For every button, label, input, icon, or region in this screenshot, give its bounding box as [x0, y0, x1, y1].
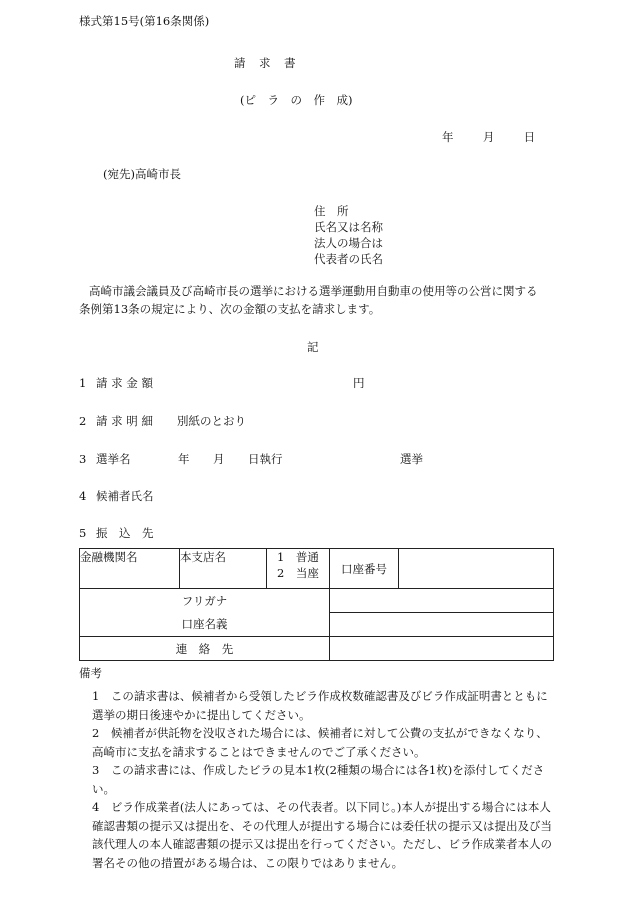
applicant-name-label: 氏名又は名称	[314, 220, 383, 234]
furigana-cell[interactable]	[330, 589, 554, 613]
amount-label: 請 求 金 額	[96, 376, 153, 390]
body-text-line-1: 高崎市議会議員及び高崎市長の選挙における選挙運動用自動車の使用等の公営に関する	[89, 284, 538, 298]
account-type-checking: 2 当座	[277, 566, 319, 580]
document-title: 請 求 書	[234, 56, 297, 70]
details-label: 請 求 明 細	[96, 414, 153, 428]
item-number: 4	[79, 489, 87, 503]
candidate-label: 候補者氏名	[96, 489, 154, 503]
note-item	[92, 761, 556, 798]
contact-label-cell	[80, 637, 330, 661]
date-year: 年	[442, 130, 454, 144]
contact-label: 連 絡 先	[175, 641, 234, 656]
item-number: 1	[79, 376, 87, 390]
note-1-text: 1 この請求書は、候補者から受領したビラ作成枚数確認書及びビラ作成証明書とともに選挙の期日後速やかに提出してください。	[92, 689, 548, 722]
election-month: 月	[213, 452, 225, 466]
election-year: 年	[178, 452, 190, 466]
date-line	[442, 131, 535, 145]
account-name-label-cell	[80, 613, 330, 637]
election-label: 選挙名	[96, 452, 131, 466]
branch-cell[interactable]	[180, 549, 267, 589]
form-number: 様式第15号(第16条関係)	[79, 14, 210, 28]
applicant-corp-label-1: 法人の場合は	[314, 236, 383, 250]
note-4-text: 4 ビラ作成業者(法人にあっては、その代表者。以下同じ。)本人が提出する場合には本人確認書類の提示又は提出を、その代理人が提出する場合には委任状の提示又は提出及び当該代理人の本人確認書類の提示又は提出を行ってください。ただし、ビラ作成業者本人の署名その他の措置がある場合は、この限りではありません。	[92, 800, 552, 870]
bank-account-table	[79, 548, 554, 661]
applicant-address-label: 住 所	[314, 204, 349, 218]
account-number-label-cell	[330, 549, 399, 589]
date-month: 月	[482, 130, 495, 144]
institution-label: 金融機関名	[80, 550, 138, 564]
furigana-label: フリガナ	[181, 593, 228, 608]
details-value: 別紙のとおり	[177, 414, 246, 428]
note-2-text: 2 候補者が供託物を没収された場合には、候補者に対して公費の支払ができなくなり、高崎市に支払を請求することはできませんのでご了承ください。	[92, 726, 548, 759]
transfer-label: 振 込 先	[96, 526, 154, 540]
account-name-cell[interactable]	[330, 613, 554, 637]
furigana-label-cell	[80, 589, 330, 613]
branch-label: 本支店名	[180, 550, 226, 564]
applicant-corp-label-2: 代表者の氏名	[314, 252, 383, 266]
item-number: 5	[79, 526, 87, 540]
account-type-ordinary: 1 普通	[277, 550, 319, 564]
election-day-held: 日執行	[248, 452, 283, 466]
account-number-cell[interactable]	[399, 549, 554, 589]
note-item	[92, 687, 556, 724]
amount-unit: 円	[353, 376, 365, 390]
addressee: (宛先)高崎市長	[103, 167, 181, 181]
account-number-label: 口座番号	[341, 561, 387, 576]
notes-heading: 備考	[79, 666, 102, 680]
note-3-text: 3 この請求書には、作成したビラの見本1枚(2種類の場合には各1枚)を添付してください。	[92, 763, 545, 796]
institution-cell[interactable]	[80, 549, 180, 589]
note-item	[92, 724, 556, 761]
document-subtitle: (ピ ラ の 作 成)	[240, 93, 353, 107]
note-item	[92, 798, 556, 872]
item-number: 3	[79, 452, 87, 466]
contact-cell[interactable]	[330, 637, 554, 661]
date-day: 日	[523, 130, 536, 144]
election-suffix: 選挙	[400, 452, 423, 466]
account-name-label: 口座名義	[181, 617, 228, 632]
ki-heading: 記	[307, 340, 319, 354]
account-type-cell[interactable]	[267, 549, 330, 589]
body-text-line-2: 条例第13条の規定により、次の金額の支払を請求します。	[79, 302, 381, 316]
item-number: 2	[79, 414, 87, 428]
